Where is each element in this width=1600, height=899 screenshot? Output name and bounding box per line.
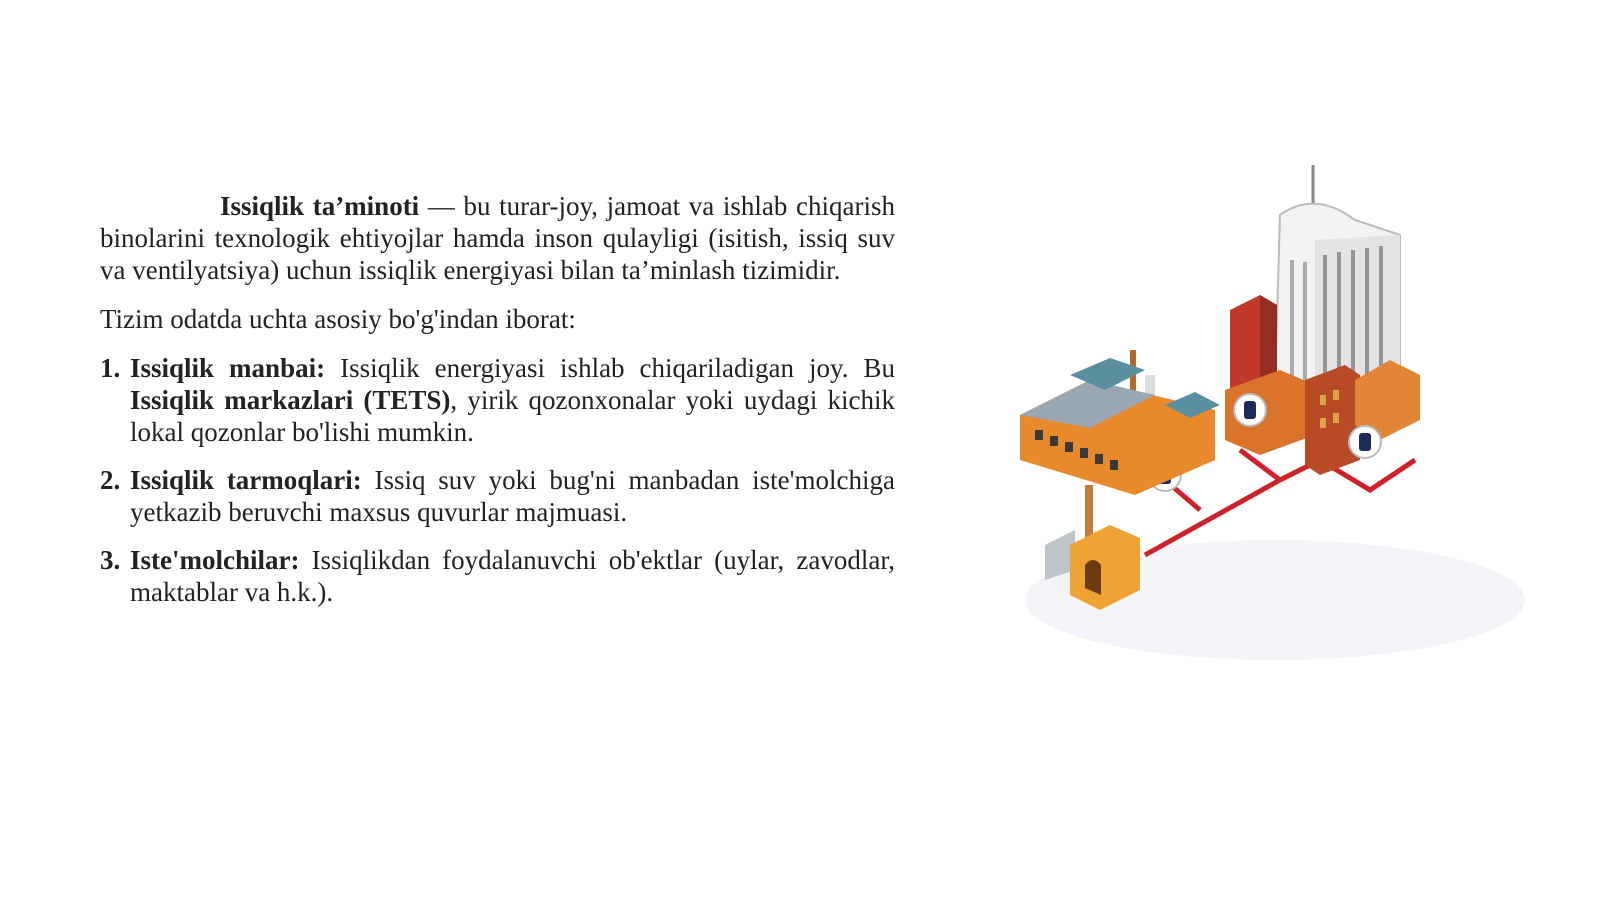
intro-term: Issiqlik ta’minoti	[220, 191, 420, 221]
item-text: Issiqlikdan foydalanuvchi ob'ektlar (uylar, zavodlar, maktablar va h.k.).	[130, 545, 895, 607]
item-title: Issiqlik manbai:	[130, 353, 326, 383]
item-text: Issiqlik energiyasi ishlab chiqariladigan joy. Bu	[325, 353, 895, 383]
component-list	[100, 352, 895, 608]
intro-definition: — bu turar-joy, jamoat va ishlab chiqarish binolarini texnologik ehtiyojlar hamda inson qulayligi (isitish, issiq suv va ventilyatsiya) uchun issiqlik energiyasi bilan ta’minlash tizimidir.	[100, 191, 895, 285]
item-text-tail: , yirik qozonxonalar yoki uydagi kichik lokal qozonlar bo'lishi mumkin.	[130, 385, 895, 447]
item-text: Issiq suv yoki bug'ni manbadan iste'molchiga yetkazib beruvchi maxsus quvurlar majmuasi.	[130, 465, 895, 527]
house-middle	[1305, 365, 1360, 475]
list-item	[100, 352, 895, 448]
heat-plant	[1020, 350, 1220, 495]
text-block	[100, 190, 895, 624]
lead-paragraph: Tizim odatda uchta asosiy bo'g'indan iborat:	[100, 304, 576, 334]
list-item	[100, 464, 895, 528]
item-number: 2.	[100, 465, 121, 495]
item-number: 1.	[100, 353, 121, 383]
boiler-chimney	[1085, 485, 1093, 540]
list-item	[100, 544, 895, 608]
item-title: Iste'molchilar:	[130, 545, 300, 575]
intro-paragraph	[100, 190, 895, 286]
item-title: Issiqlik tarmoqlari:	[130, 465, 362, 495]
item-bold: Issiqlik markazlari (TETS)	[130, 385, 451, 415]
district-heating-illustration	[1015, 160, 1575, 720]
item-number: 3.	[100, 545, 121, 575]
